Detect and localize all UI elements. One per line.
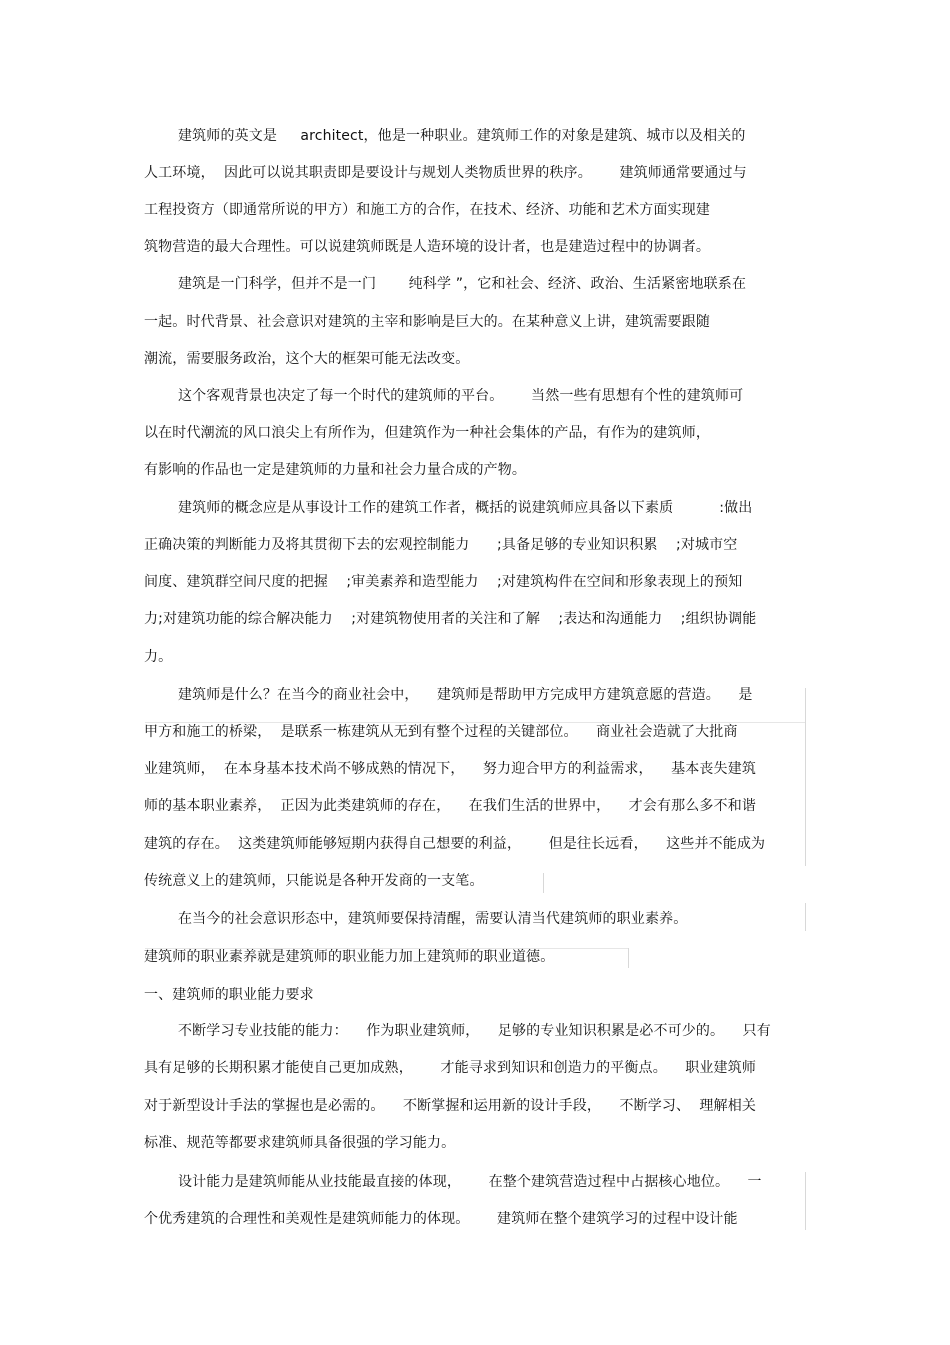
- paragraph-7-line-2: 具有足够的长期积累才能使自己更加成熟， 才能寻求到知识和创造力的平衡点。 职业建筑师: [144, 1060, 756, 1076]
- paragraph-5-line-4: 师的基本职业素养， 正因为此类建筑师的存在， 在我们生活的世界中， 才会有那么多不和谐: [144, 798, 756, 814]
- paragraph-3-line-3: 有影响的作品也一定是建筑师的力量和社会力量合成的产物。: [144, 462, 527, 478]
- paragraph-4-line-2: 正确决策的判断能力及将其贯彻下去的宏观控制能力 ;具备足够的专业知识积累 ;对城市空: [144, 537, 738, 553]
- paragraph-3-line-1: 这个客观背景也决定了每一个时代的建筑师的平台。 当然一些有思想有个性的建筑师可: [178, 388, 744, 404]
- paragraph-5-line-2: 甲方和施工的桥梁， 是联系一栋建筑从无到有整个过程的关键部位。 商业社会造就了大批商: [144, 724, 738, 740]
- paragraph-1-line-2: 人工环境， 因此可以说其职责即是要设计与规划人类物质世界的秩序。 建筑师通常要通过与: [144, 165, 747, 181]
- paragraph-1-line-1: 建筑师的英文是 architect，他是一种职业。建筑师工作的对象是建筑、城市以及相关的: [178, 128, 746, 144]
- paragraph-4-line-5: 力。: [144, 649, 173, 665]
- paragraph-7-line-4: 标准、规范等都要求建筑师具备很强的学习能力。: [144, 1135, 456, 1151]
- paragraph-5-line-5: 建筑的存在。 这类建筑师能够短期内获得自己想要的利益， 但是往长远看， 这些并不能成为: [144, 836, 766, 852]
- paragraph-5-line-3: 业建筑师， 在本身基本技术尚不够成熟的情况下， 努力迎合甲方的利益需求， 基本丧失建筑: [144, 761, 756, 777]
- scan-artifact-line: [805, 688, 806, 866]
- paragraph-4-line-1: 建筑师的概念应是从事设计工作的建筑工作者，概括的说建筑师应具备以下素质 :做出: [178, 500, 753, 516]
- paragraph-6-line-2: 建筑师的职业素养就是建筑师的职业能力加上建筑师的职业道德。: [144, 949, 555, 965]
- paragraph-7-line-3: 对于新型设计手法的掌握也是必需的。 不断掌握和运用新的设计手段， 不断学习、 理解相关: [144, 1098, 756, 1114]
- paragraph-2-line-2: 一起。时代背景、社会意识对建筑的主宰和影响是巨大的。在某种意义上讲，建筑需要跟随: [144, 314, 710, 330]
- paragraph-8-line-2: 个优秀建筑的合理性和美观性是建筑师能力的体现。 建筑师在整个建筑学习的过程中设计能: [144, 1211, 738, 1227]
- scan-artifact-line: [543, 873, 544, 893]
- paragraph-1-line-4: 筑物营造的最大合理性。可以说建筑师既是人造环境的设计者，也是建造过程中的协调者。: [144, 239, 710, 255]
- scan-artifact-line: [805, 1172, 806, 1230]
- paragraph-2-line-3: 潮流，需要服务政治，这个大的框架可能无法改变。: [144, 351, 470, 367]
- paragraph-2-line-1: 建筑是一门科学，但并不是一门 纯科学 ”，它和社会、经济、政治、生活紧密地联系在: [178, 276, 747, 292]
- paragraph-1-line-3: 工程投资方（即通常所说的甲方）和施工方的合作，在技术、经济、功能和艺术方面实现建: [144, 202, 710, 218]
- paragraph-8-line-1: 设计能力是建筑师能从业技能最直接的体现， 在整个建筑营造过程中占据核心地位。 一: [178, 1174, 762, 1190]
- scan-artifact-line: [805, 903, 806, 931]
- paragraph-5-line-6: 传统意义上的建筑师，只能说是各种开发商的一支笔。: [144, 873, 484, 889]
- paragraph-4-line-3: 间度、建筑群空间尺度的把握 ;审美素养和造型能力 ;对建筑构件在空间和形象表现上的预知: [144, 574, 743, 590]
- section-heading: 一、建筑师的职业能力要求: [144, 987, 314, 1003]
- paragraph-6-line-1: 在当今的社会意识形态中，建筑师要保持清醒，需要认清当代建筑师的职业素养。: [178, 911, 688, 927]
- paragraph-5-line-1: 建筑师是什么？在当今的商业社会中， 建筑师是帮助甲方完成甲方建筑意愿的营造。 是: [178, 687, 753, 703]
- scan-artifact-line: [628, 948, 629, 968]
- paragraph-7-line-1: 不断学习专业技能的能力： 作为职业建筑师， 足够的专业知识积累是必不可少的。 只有: [178, 1023, 771, 1039]
- paragraph-4-line-4: 力;对建筑功能的综合解决能力 ;对建筑物使用者的关注和了解 ;表达和沟通能力 ;组织协调能: [144, 611, 757, 627]
- paragraph-3-line-2: 以在时代潮流的风口浪尖上有所作为，但建筑作为一种社会集体的产品，有作为的建筑师，: [144, 425, 710, 441]
